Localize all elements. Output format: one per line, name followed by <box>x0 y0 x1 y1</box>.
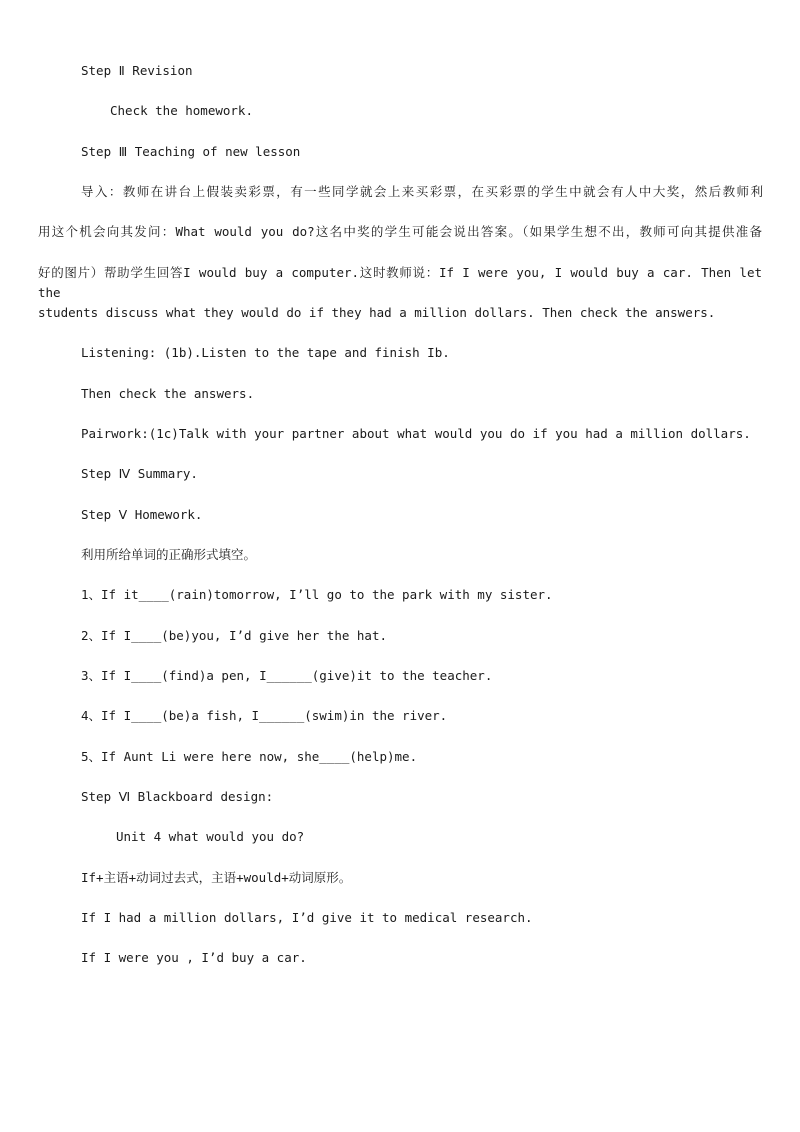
step-4-heading: Step Ⅳ Summary. <box>81 466 198 481</box>
exercise-item-3: 3、If I____(find)a pen, I______(give)it to the teacher. <box>81 668 493 683</box>
step-2-heading: Step Ⅱ Revision <box>81 63 193 78</box>
blackboard-unit-title: Unit 4 what would you do? <box>116 829 305 844</box>
check-homework-line: Check the homework. <box>110 103 253 118</box>
check-answers-line: Then check the answers. <box>81 386 255 401</box>
step-6-heading: Step Ⅵ Blackboard design: <box>81 789 274 804</box>
intro-paragraph-line-4: students discuss what they would do if they had a million dollars. Then check the answers. <box>38 305 716 320</box>
exercise-item-5: 5、If Aunt Li were here now, she____(help)me. <box>81 749 418 764</box>
pairwork-line: Pairwork:(1c)Talk with your partner about what would you do if you had a million dollars. <box>81 426 751 441</box>
example-sentence-1: If I had a million dollars, I’d give it to medical research. <box>81 910 533 925</box>
exercise-item-1: 1、If it____(rain)tomorrow, I’ll go to the park with my sister. <box>81 587 553 602</box>
exercise-item-2: 2、If I____(be)you, I’d give her the hat. <box>81 628 387 643</box>
example-sentence-2: If I were you , I’d buy a car. <box>81 950 307 965</box>
listening-line: Listening: (1b).Listen to the tape and finish Ib. <box>81 345 450 360</box>
intro-paragraph-line-2: 用这个机会向其发问：What would you do?这名中奖的学生可能会说出答案。（如果学生想不出，教师可向其提供准备 <box>38 224 762 239</box>
grammar-rule-line: If+主语+动词过去式，主语+would+动词原形。 <box>81 870 352 885</box>
step-5-heading: Step Ⅴ Homework. <box>81 507 203 522</box>
intro-paragraph-line-3: 好的图片）帮助学生回答I would buy a computer.这时教师说：If I were you, I would buy a car. Then let the <box>38 265 762 300</box>
step-3-heading: Step Ⅲ Teaching of new lesson <box>81 144 301 159</box>
intro-paragraph-line-1: 导入：教师在讲台上假装卖彩票，有一些同学就会上来买彩票，在买彩票的学生中就会有人中大奖，然后教师利 <box>81 184 763 199</box>
exercise-item-4: 4、If I____(be)a fish, I______(swim)in the river. <box>81 708 448 723</box>
exercise-instruction: 利用所给单词的正确形式填空。 <box>81 547 257 562</box>
